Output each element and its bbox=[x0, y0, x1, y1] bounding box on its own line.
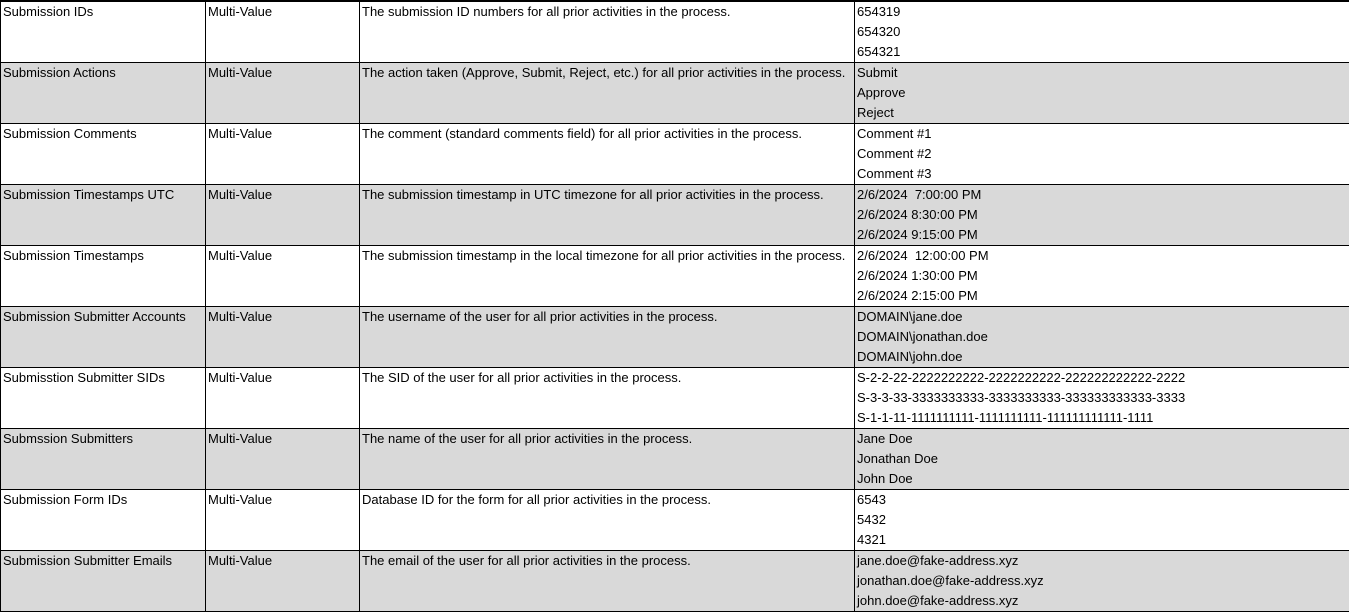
example-value: 2/6/2024 9:15:00 PM bbox=[857, 225, 1349, 245]
field-type-cell[interactable]: Multi-Value bbox=[206, 368, 360, 429]
example-value: 654319 bbox=[857, 2, 1349, 22]
example-value: 2/6/2024 2:15:00 PM bbox=[857, 286, 1349, 306]
field-name-cell[interactable]: Submission Actions bbox=[1, 63, 206, 124]
example-value: Reject bbox=[857, 103, 1349, 123]
field-type-cell[interactable]: Multi-Value bbox=[206, 551, 360, 612]
example-value: 2/6/2024 12:00:00 PM bbox=[857, 246, 1349, 266]
table-row bbox=[1, 490, 1349, 551]
field-name-cell[interactable]: Submission Comments bbox=[1, 124, 206, 185]
field-name-cell[interactable]: Submission Timestamps bbox=[1, 246, 206, 307]
example-value: Jane Doe bbox=[857, 429, 1349, 449]
example-value: 4321 bbox=[857, 530, 1349, 550]
field-type-cell[interactable]: Multi-Value bbox=[206, 246, 360, 307]
example-value: 6543 bbox=[857, 490, 1349, 510]
field-description-cell[interactable]: The name of the user for all prior activities in the process. bbox=[360, 429, 855, 490]
example-value: DOMAIN\jane.doe bbox=[857, 307, 1349, 327]
field-description-cell[interactable]: The submission timestamp in the local timezone for all prior activities in the process. bbox=[360, 246, 855, 307]
field-description-cell[interactable]: The username of the user for all prior activities in the process. bbox=[360, 307, 855, 368]
field-description-cell[interactable]: The action taken (Approve, Submit, Reject, etc.) for all prior activities in the process. bbox=[360, 63, 855, 124]
example-value: Approve bbox=[857, 83, 1349, 103]
field-description-cell[interactable]: Database ID for the form for all prior activities in the process. bbox=[360, 490, 855, 551]
field-type-cell[interactable]: Multi-Value bbox=[206, 185, 360, 246]
example-value: Comment #3 bbox=[857, 164, 1349, 184]
example-value: 2/6/2024 8:30:00 PM bbox=[857, 205, 1349, 225]
field-name-cell[interactable]: Submisstion Submitter SIDs bbox=[1, 368, 206, 429]
field-type-cell[interactable]: Multi-Value bbox=[206, 63, 360, 124]
example-values-cell[interactable] bbox=[855, 246, 1349, 307]
example-value: S-2-2-22-2222222222-2222222222-222222222222-2222 bbox=[857, 368, 1349, 388]
field-name-cell[interactable]: Submission Submitter Emails bbox=[1, 551, 206, 612]
example-value: 2/6/2024 1:30:00 PM bbox=[857, 266, 1349, 286]
example-value: DOMAIN\jonathan.doe bbox=[857, 327, 1349, 347]
field-name-cell[interactable]: Submission Submitter Accounts bbox=[1, 307, 206, 368]
table-row bbox=[1, 185, 1349, 246]
example-value: 2/6/2024 7:00:00 PM bbox=[857, 185, 1349, 205]
example-value: S-3-3-33-3333333333-3333333333-333333333333-3333 bbox=[857, 388, 1349, 408]
field-type-cell[interactable]: Multi-Value bbox=[206, 307, 360, 368]
example-value: jane.doe@fake-address.xyz bbox=[857, 551, 1349, 571]
example-value: Comment #2 bbox=[857, 144, 1349, 164]
example-value: Comment #1 bbox=[857, 124, 1349, 144]
example-value: 5432 bbox=[857, 510, 1349, 530]
example-values-cell[interactable] bbox=[855, 368, 1349, 429]
example-values-cell[interactable] bbox=[855, 185, 1349, 246]
example-values-cell[interactable] bbox=[855, 63, 1349, 124]
example-value: Submit bbox=[857, 63, 1349, 83]
example-value: john.doe@fake-address.xyz bbox=[857, 591, 1349, 611]
table-row bbox=[1, 368, 1349, 429]
example-value: jonathan.doe@fake-address.xyz bbox=[857, 571, 1349, 591]
field-type-cell[interactable]: Multi-Value bbox=[206, 490, 360, 551]
field-type-cell[interactable]: Multi-Value bbox=[206, 429, 360, 490]
example-value: Jonathan Doe bbox=[857, 449, 1349, 469]
example-value: John Doe bbox=[857, 469, 1349, 489]
field-description-cell[interactable]: The email of the user for all prior activities in the process. bbox=[360, 551, 855, 612]
table-row bbox=[1, 63, 1349, 124]
field-type-cell[interactable]: Multi-Value bbox=[206, 1, 360, 63]
example-value: 654321 bbox=[857, 42, 1349, 62]
table-row bbox=[1, 551, 1349, 612]
example-values-cell[interactable] bbox=[855, 1, 1349, 63]
field-description-cell[interactable]: The submission timestamp in UTC timezone for all prior activities in the process. bbox=[360, 185, 855, 246]
example-value: DOMAIN\john.doe bbox=[857, 347, 1349, 367]
example-value: S-1-1-11-1111111111-1111111111-111111111111-1111 bbox=[857, 408, 1349, 428]
table-row bbox=[1, 1, 1349, 63]
field-description-cell[interactable]: The submission ID numbers for all prior activities in the process. bbox=[360, 1, 855, 63]
table-row bbox=[1, 429, 1349, 490]
example-value: 654320 bbox=[857, 22, 1349, 42]
example-values-cell[interactable] bbox=[855, 551, 1349, 612]
field-description-cell[interactable]: The SID of the user for all prior activities in the process. bbox=[360, 368, 855, 429]
field-name-cell[interactable]: Submssion Submitters bbox=[1, 429, 206, 490]
field-name-cell[interactable]: Submission IDs bbox=[1, 1, 206, 63]
field-description-cell[interactable]: The comment (standard comments field) for all prior activities in the process. bbox=[360, 124, 855, 185]
example-values-cell[interactable] bbox=[855, 429, 1349, 490]
table-row bbox=[1, 246, 1349, 307]
field-name-cell[interactable]: Submission Timestamps UTC bbox=[1, 185, 206, 246]
table-row bbox=[1, 307, 1349, 368]
example-values-cell[interactable] bbox=[855, 490, 1349, 551]
example-values-cell[interactable] bbox=[855, 124, 1349, 185]
table-body bbox=[1, 1, 1349, 612]
field-type-cell[interactable]: Multi-Value bbox=[206, 124, 360, 185]
field-name-cell[interactable]: Submission Form IDs bbox=[1, 490, 206, 551]
example-values-cell[interactable] bbox=[855, 307, 1349, 368]
table-row bbox=[1, 124, 1349, 185]
